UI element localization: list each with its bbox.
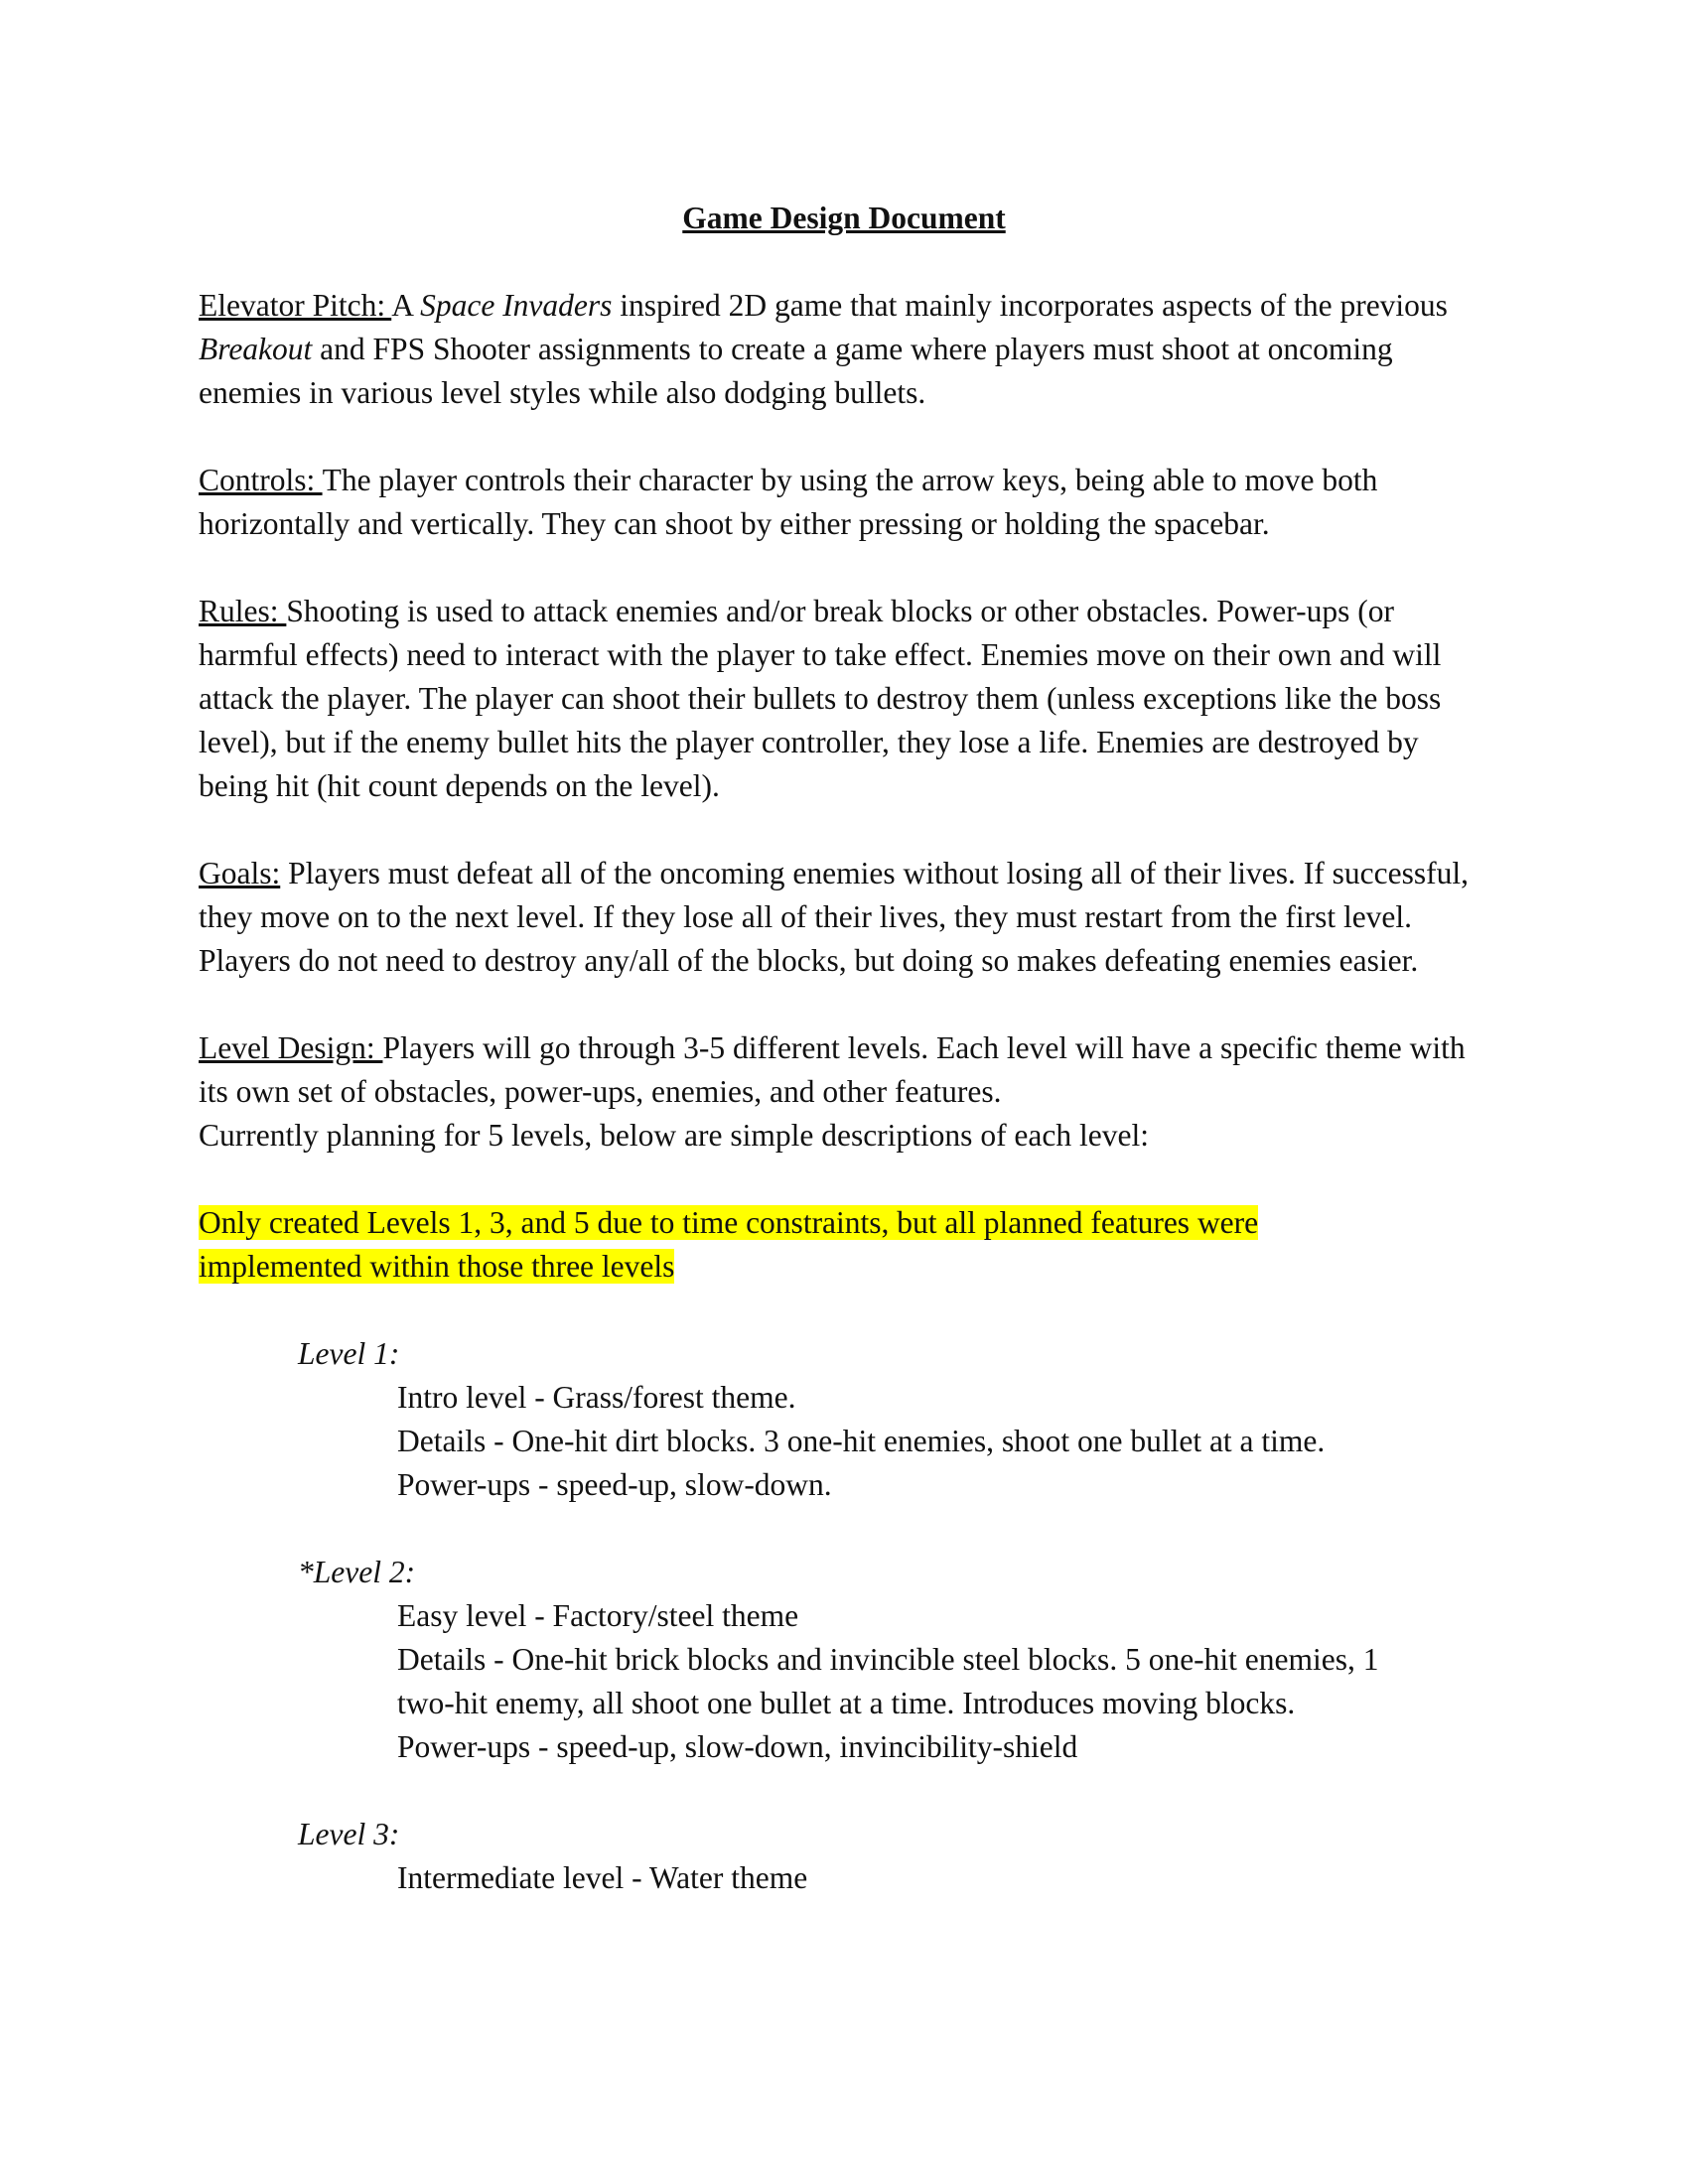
level-3-theme: Intermediate level - Water theme: [397, 1860, 808, 1895]
page-title: Game Design Document: [682, 201, 1006, 235]
level-1-theme: Intro level - Grass/forest theme.: [397, 1380, 796, 1415]
elevator-pitch-label: Elevator Pitch:: [199, 288, 392, 323]
highlighted-note-line-2: implemented within those three levels: [199, 1249, 675, 1284]
controls-text: The player controls their character by using the arrow keys, being able to move both horizontally and vertically. They can shoot by either pressing or holding the spacebar.: [199, 463, 1378, 541]
level-2-details: Details - One-hit brick blocks and invincible steel blocks. 5 one-hit enemies, 1: [397, 1642, 1379, 1677]
rules-label: Rules:: [199, 594, 287, 628]
rules-text: Shooting is used to attack enemies and/or break blocks or other obstacles. Power-ups (or harmful effects) need to interact with the player to take effect. Enemies move on their own and will attack the player. The player can shoot their bullets to destroy them (unless exceptions like the boss level), but if the enemy bullet hits the player controller, they lose a life. Enemies are destroyed by being hit (hit count depends on the level).: [199, 594, 1442, 803]
level-1-details: Details - One-hit dirt blocks. 3 one-hit enemies, shoot one bullet at a time.: [397, 1424, 1326, 1458]
goals-label: Goals:: [199, 856, 281, 890]
level-1-section: [199, 1332, 1489, 1507]
level-design-label: Level Design:: [199, 1030, 383, 1065]
level-2-powerups: Power-ups - speed-up, slow-down, invincibility-shield: [397, 1729, 1078, 1764]
level-1-title: Level 1:: [298, 1336, 400, 1371]
level-design-paragraph: [199, 1026, 1489, 1158]
document-body: [199, 197, 1489, 1944]
level-design-text-2: Currently planning for 5 levels, below are simple descriptions of each level:: [199, 1118, 1149, 1153]
elevator-pitch-paragraph: [199, 284, 1489, 415]
pitch-italic-space-invaders: Space Invaders: [420, 288, 613, 323]
highlighted-note: [199, 1201, 1489, 1289]
rules-paragraph: [199, 590, 1489, 808]
goals-text: Players must defeat all of the oncoming enemies without losing all of their lives. If successful, they move on to the next level. If they lose all of their lives, they must restart from the first level. Players do not need to destroy any/all of the blocks, but doing so makes defeating enemies easier.: [199, 856, 1469, 978]
level-3-section: [199, 1813, 1489, 1900]
pitch-text-2: inspired 2D game that mainly incorporates aspects of the previous: [612, 288, 1448, 323]
pitch-text-1: A: [391, 288, 421, 323]
controls-label: Controls:: [199, 463, 323, 497]
pitch-italic-breakout: Breakout: [199, 332, 313, 366]
level-2-section: [199, 1551, 1489, 1769]
level-design-text: Players will go through 3-5 different levels. Each level will have a specific theme with its own set of obstacles, power-ups, enemies, and other features.: [199, 1030, 1466, 1109]
level-2-title: *Level 2:: [298, 1555, 416, 1589]
level-3-title: Level 3:: [298, 1817, 400, 1851]
level-2-theme: Easy level - Factory/steel theme: [397, 1598, 799, 1633]
highlighted-note-line-1: Only created Levels 1, 3, and 5 due to time constraints, but all planned features were: [199, 1205, 1259, 1240]
goals-paragraph: [199, 852, 1489, 983]
level-2-details-cont: two-hit enemy, all shoot one bullet at a time. Introduces moving blocks.: [397, 1686, 1296, 1720]
controls-paragraph: [199, 459, 1489, 546]
pitch-text-3: and FPS Shooter assignments to create a game where players must shoot at oncoming enemies in various level styles while also dodging bullets.: [199, 332, 1393, 410]
level-1-powerups: Power-ups - speed-up, slow-down.: [397, 1467, 832, 1502]
